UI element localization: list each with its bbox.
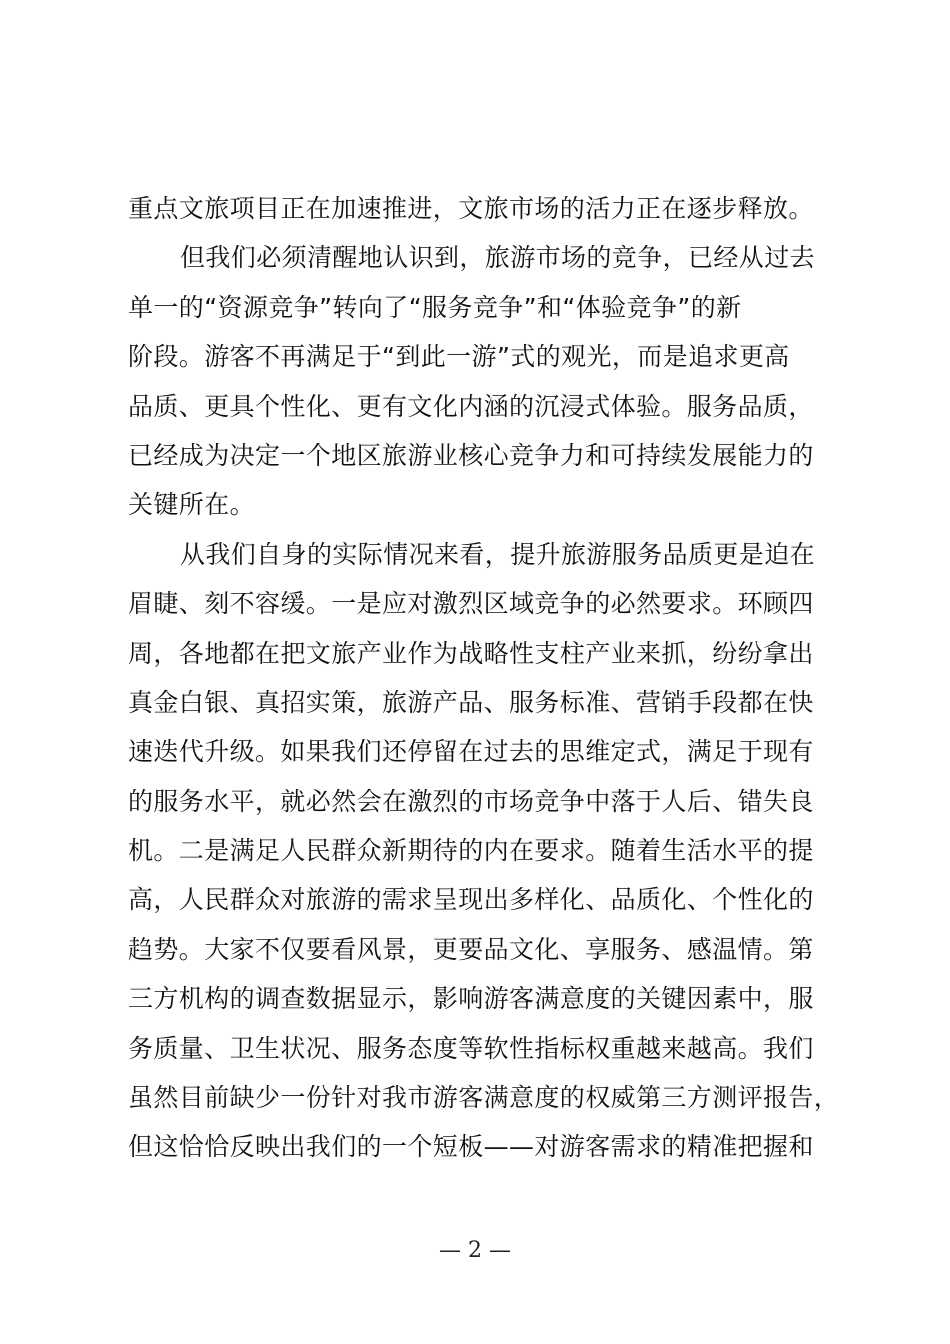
text-line: 眉睫、刻不容缓。一是应对激烈区域竞争的必然要求。环顾四 (128, 589, 814, 619)
text-line: 重点文旅项目正在加速推进，文旅市场的活力正在逐步释放。 (128, 194, 814, 223)
text-line: 单一的“资源竞争”转向了“服务竞争”和“体验竞争”的新 (128, 292, 742, 322)
text-line: 关键所在。 (128, 490, 256, 520)
text-line: 机。二是满足人民群众新期待的内在要求。随着生活水平的提 (128, 836, 814, 866)
text-line: 周，各地都在把文旅产业作为战略性支柱产业来抓，纷纷拿出 (128, 638, 814, 668)
body-text (128, 184, 838, 1172)
page-number: — 2 — (439, 1238, 511, 1263)
text-line: 已经成为决定一个地区旅游业核心竞争力和可持续发展能力的 (128, 440, 814, 470)
text-line: 真金白银、真招实策，旅游产品、服务标准、营销手段都在快 (128, 687, 814, 717)
text-line: 但这恰恰反映出我们的一个短板——对游客需求的精准把握和 (128, 1132, 814, 1162)
text-line: 速迭代升级。如果我们还停留在过去的思维定式，满足于现有 (128, 737, 814, 767)
text-line: 三方机构的调查数据显示，影响游客满意度的关键因素中，服 (128, 984, 814, 1014)
text-line: 趋势。大家不仅要看风景，更要品文化、享服务、感温情。第 (128, 934, 814, 964)
text-line: 务质量、卫生状况、服务态度等软性指标权重越来越高。我们 (128, 1033, 814, 1063)
text-line: 品质、更具个性化、更有文化内涵的沉浸式体验。服务品质， (128, 391, 814, 421)
text-line: 虽然目前缺少一份针对我市游客满意度的权威第三方测评报告， (128, 1083, 840, 1113)
text-line: 从我们自身的实际情况来看，提升旅游服务品质更是迫在 (180, 539, 816, 569)
text-line: 阶段。游客不再满足于“到此一游”式的观光，而是追求更高 (128, 342, 790, 372)
text-line: 的服务水平，就必然会在激烈的市场竞争中落于人后、错失良 (128, 786, 814, 816)
text-line: 高，人民群众对旅游的需求呈现出多样化、品质化、个性化的 (128, 885, 814, 915)
text-line: 但我们必须清醒地认识到，旅游市场的竞争，已经从过去 (180, 243, 816, 273)
